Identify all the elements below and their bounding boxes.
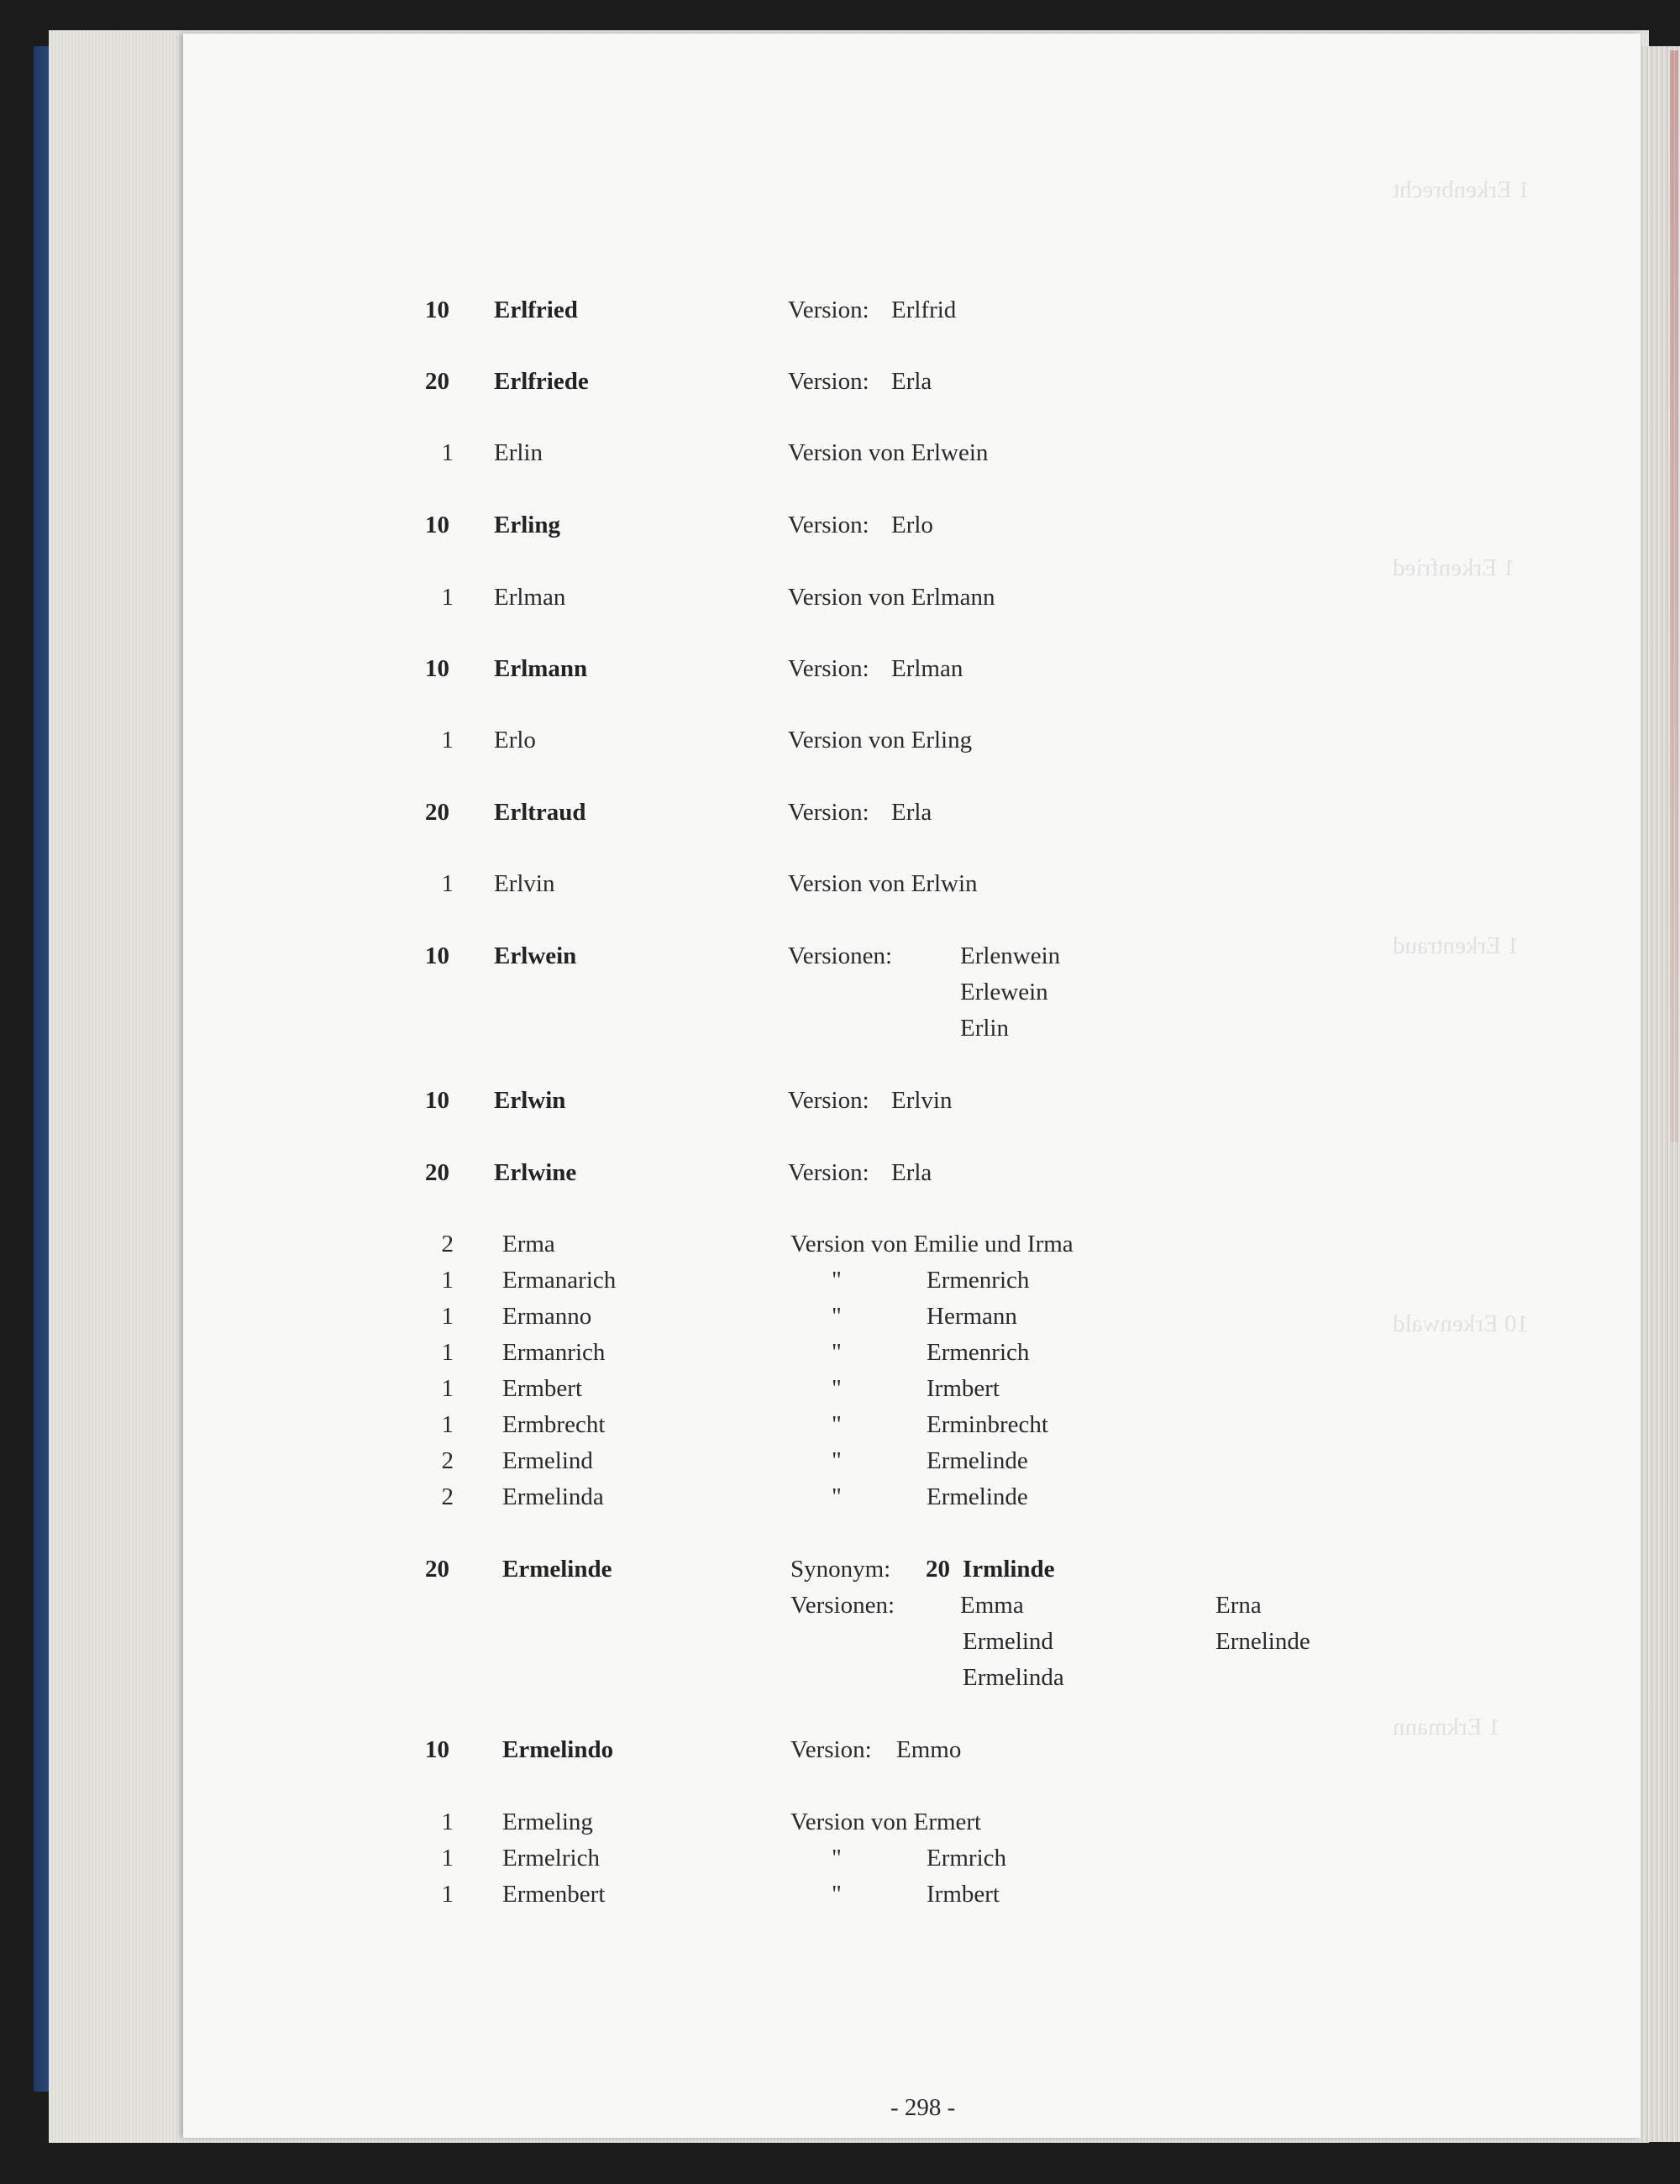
entry-count: 1 — [441, 1303, 454, 1330]
entry-value: Irmbert — [927, 1375, 1000, 1402]
entry-count: 1 — [441, 1339, 454, 1366]
entry-count: 1 — [441, 1881, 454, 1908]
entry-name: Ermbert — [502, 1375, 583, 1402]
entry-name: Erma — [502, 1231, 555, 1257]
entry-value: Ermelinda — [963, 1664, 1064, 1691]
entry-count: 1 — [441, 1267, 454, 1294]
entry-count: 10 — [425, 1087, 449, 1114]
entry-count: 20 — [425, 1159, 449, 1186]
entry-value: Erla — [891, 368, 932, 395]
entry-note: Version: — [788, 297, 869, 323]
ditto-mark: " — [832, 1375, 842, 1402]
ditto-mark: " — [832, 1303, 842, 1330]
entry-count: 1 — [441, 439, 454, 466]
entry-note: Version von Erlwein — [788, 439, 989, 466]
entry-name: Ermenbert — [502, 1881, 606, 1908]
entry-value: Erlman — [891, 655, 963, 682]
bleed-through-text: 1 Erkenfried — [1393, 554, 1515, 581]
bleed-through-text: 10 Erkenwald — [1393, 1310, 1529, 1337]
entry-extra: Erna — [1215, 1592, 1262, 1619]
ditto-mark: " — [832, 1267, 842, 1294]
entry-count: 10 — [425, 655, 449, 682]
entry-value: Ermelinde — [927, 1483, 1028, 1510]
entry-note: Versionen: — [788, 942, 893, 969]
entry-note: Version von Emilie und Irma — [790, 1231, 1074, 1257]
ditto-mark: " — [832, 1447, 842, 1474]
entry-note: Versionen: — [790, 1592, 895, 1619]
entry-value: Erla — [891, 799, 932, 826]
entry-name: Ermbrecht — [502, 1411, 606, 1438]
entry-name: Ermelinde — [502, 1556, 612, 1583]
entry-value: Ermenrich — [927, 1339, 1030, 1366]
entry-count: 10 — [425, 1736, 449, 1763]
entry-count: 2 — [441, 1231, 454, 1257]
entry-value: Erminbrecht — [927, 1411, 1048, 1438]
entry-name: Ermelinda — [502, 1483, 604, 1510]
entry-note: Version: — [788, 655, 869, 682]
ditto-mark: " — [832, 1411, 842, 1438]
entry-note: Version: — [788, 799, 869, 826]
entry-value: Irmbert — [927, 1881, 1000, 1908]
entry-value: Irmlinde — [963, 1556, 1055, 1583]
entry-note: Synonym: — [790, 1556, 891, 1583]
entry-note: Version: — [788, 1087, 869, 1114]
entry-name: Erlman — [494, 584, 566, 611]
entry-note: Version: — [790, 1736, 872, 1763]
entry-value: Erla — [891, 1159, 932, 1186]
entry-name: Ermelind — [502, 1447, 593, 1474]
entry-value: Ermelind — [963, 1628, 1053, 1655]
entry-extra: Ernelinde — [1215, 1628, 1310, 1655]
entry-name: Erlmann — [494, 655, 588, 682]
entry-count: 1 — [441, 727, 454, 753]
entry-note: Version von Erlwin — [788, 870, 978, 897]
entry-name: Erlin — [494, 439, 543, 466]
entry-name: Ermanno — [502, 1303, 592, 1330]
entry-count: 10 — [425, 942, 449, 969]
entry-name: Erlo — [494, 727, 536, 753]
bleed-through-text: 1 Erkmann — [1393, 1714, 1501, 1740]
entry-count: 10 — [425, 512, 449, 538]
bleed-through-text: 1 Erkenbrecht — [1393, 176, 1530, 203]
entry-value: Ermenrich — [927, 1267, 1030, 1294]
entry-count: 1 — [441, 1809, 454, 1835]
entry-name: Ermelrich — [502, 1845, 600, 1872]
ditto-mark: " — [832, 1845, 842, 1872]
entry-name: Ermelindo — [502, 1736, 614, 1763]
entry-count: 1 — [441, 870, 454, 897]
entry-value: Erlvin — [891, 1087, 953, 1114]
entry-value: Emmo — [896, 1736, 962, 1763]
entry-note: Version: — [788, 512, 869, 538]
entry-value: Erlfrid — [891, 297, 957, 323]
entry-count: 2 — [441, 1447, 454, 1474]
entry-note: Version: — [788, 1159, 869, 1186]
entry-name: Ermanrich — [502, 1339, 606, 1366]
ditto-mark: " — [832, 1881, 842, 1908]
entry-count: 1 — [441, 1845, 454, 1872]
entry-value: Erlewein — [960, 979, 1048, 1005]
entry-name: Erlfried — [494, 297, 578, 323]
entry-note: Version: — [788, 368, 869, 395]
entry-name: Erlwein — [494, 942, 577, 969]
entry-name: Erlwin — [494, 1087, 566, 1114]
page-edge-marker — [1670, 50, 1678, 1142]
page-number: - 298 - — [890, 2094, 956, 2121]
entry-name: Ermanarich — [502, 1267, 617, 1294]
entry-note: Version von Ermert — [790, 1809, 982, 1835]
entry-value: Emma — [960, 1592, 1024, 1619]
ditto-mark: " — [832, 1483, 842, 1510]
entry-name: Erltraud — [494, 799, 586, 826]
entry-count: 20 — [425, 799, 449, 826]
entry-value: Ermrich — [927, 1845, 1007, 1872]
entry-value: Erlo — [891, 512, 933, 538]
bleed-through-text: 1 Erkentraud — [1393, 932, 1520, 959]
ditto-mark: " — [832, 1339, 842, 1366]
entry-count: 20 — [425, 368, 449, 395]
entry-value: Erlin — [960, 1015, 1009, 1042]
entry-count: 1 — [441, 1411, 454, 1438]
entry-count: 2 — [441, 1483, 454, 1510]
entry-note: Version von Erlmann — [788, 584, 995, 611]
entry-value: Hermann — [927, 1303, 1017, 1330]
entry-count: 1 — [441, 1375, 454, 1402]
synonym-count: 20 — [926, 1556, 950, 1583]
entry-value: Erlenwein — [960, 942, 1061, 969]
entry-name: Erlwine — [494, 1159, 577, 1186]
entry-note: Version von Erling — [788, 727, 973, 753]
entry-count: 10 — [425, 297, 449, 323]
entry-count: 20 — [425, 1556, 449, 1583]
entry-name: Erlvin — [494, 870, 555, 897]
entry-name: Erlfriede — [494, 368, 589, 395]
entry-count: 1 — [441, 584, 454, 611]
entry-name: Ermeling — [502, 1809, 593, 1835]
entry-value: Ermelinde — [927, 1447, 1028, 1474]
entry-name: Erling — [494, 512, 560, 538]
